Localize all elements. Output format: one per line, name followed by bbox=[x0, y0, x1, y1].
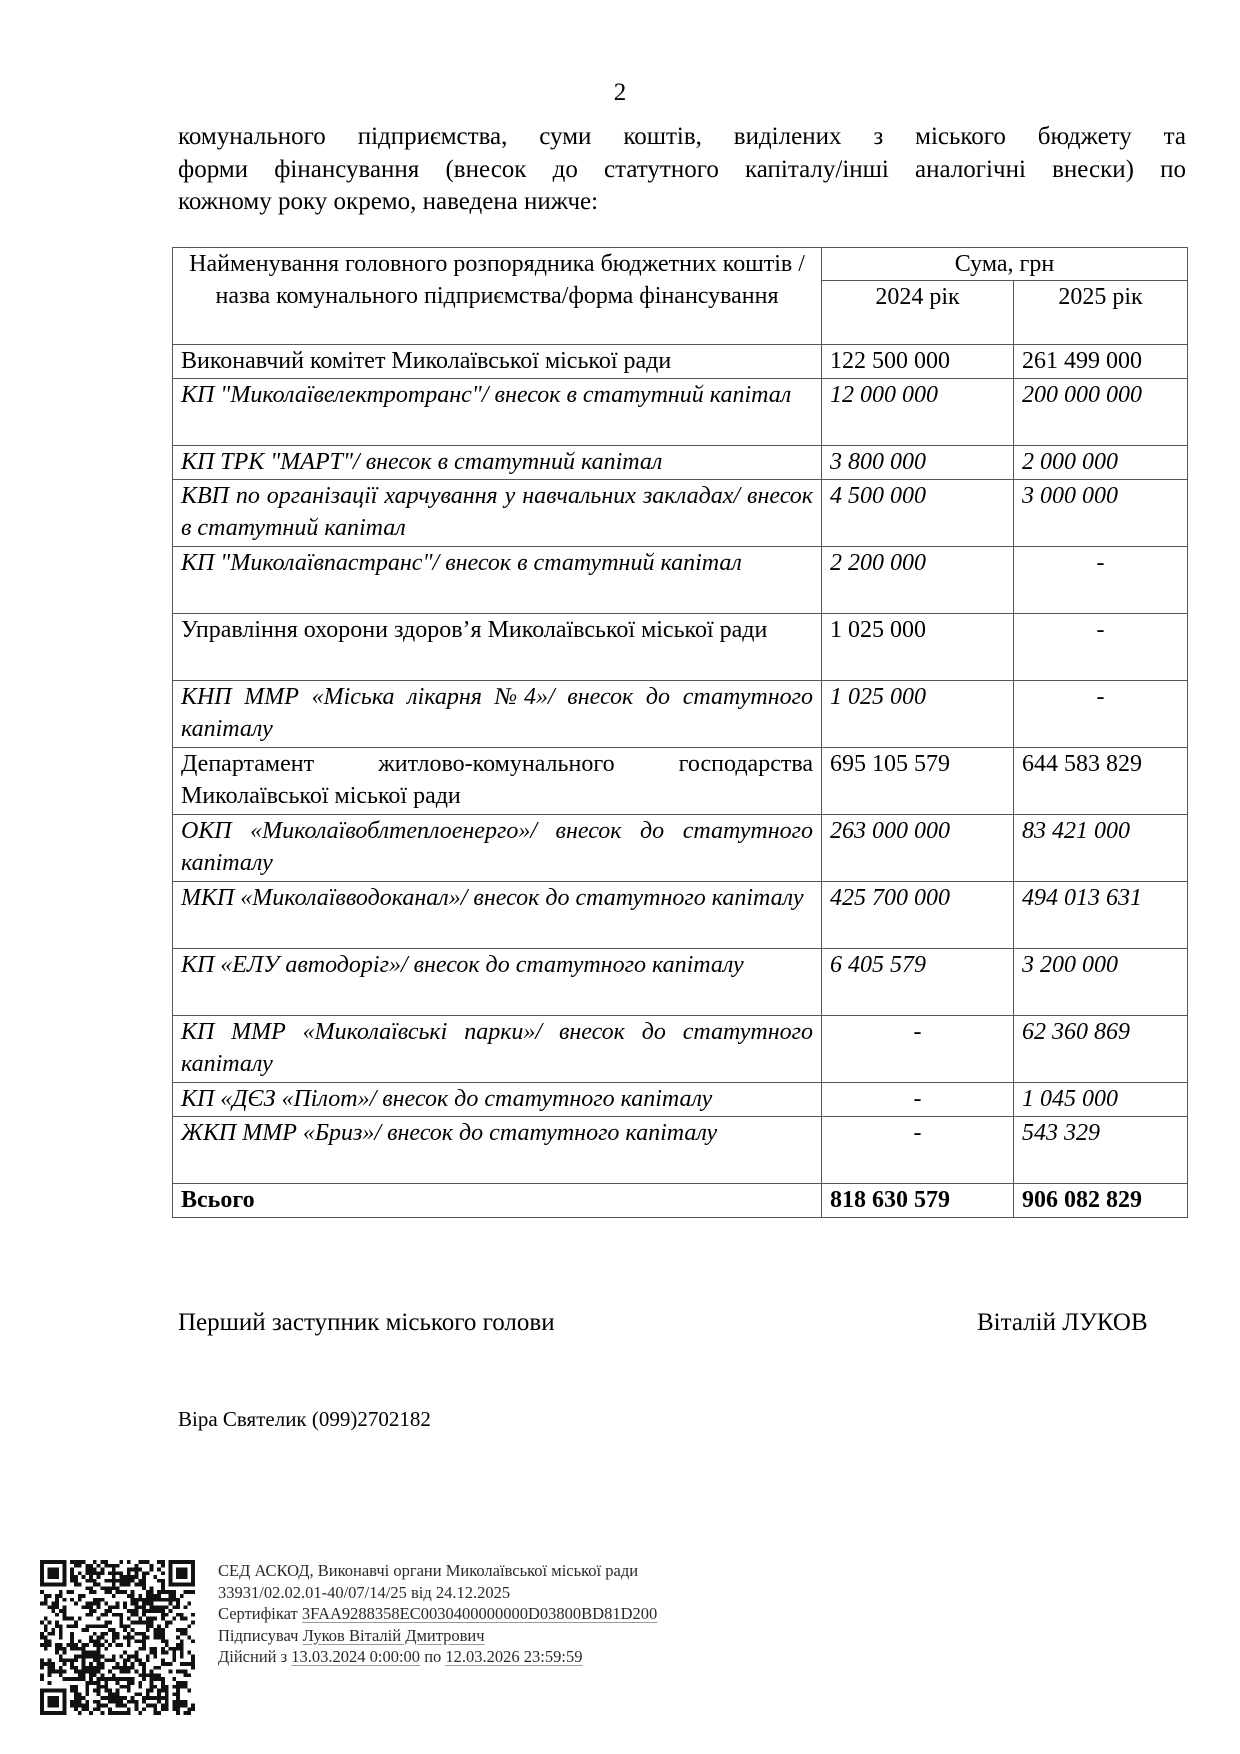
table-row bbox=[173, 1117, 1188, 1184]
row-amount-2025: 3 200 000 bbox=[1014, 949, 1188, 1016]
table-row bbox=[173, 681, 1188, 748]
total-label: Всього bbox=[173, 1184, 822, 1218]
total-2024: 818 630 579 bbox=[822, 1184, 1014, 1218]
intro-paragraph bbox=[178, 121, 1186, 219]
header-name-column: Найменування головного розпорядника бюджетних коштів /назва комунального підприємства/форма фінансування bbox=[173, 248, 822, 345]
certificate-value: 3FAA9288358EC0030400000000D03800BD81D200 bbox=[301, 1604, 658, 1623]
table-row bbox=[173, 815, 1188, 882]
row-amount-2025: 83 421 000 bbox=[1014, 815, 1188, 882]
e-signature-stamp bbox=[218, 1560, 657, 1668]
signer-label: Підписувач bbox=[218, 1625, 299, 1645]
stamp-signer-line bbox=[218, 1625, 657, 1647]
row-amount-2025: - bbox=[1014, 547, 1188, 614]
row-amount-2024: 2 200 000 bbox=[822, 547, 1014, 614]
table-row bbox=[173, 446, 1188, 480]
signer-name: Віталій ЛУКОВ bbox=[977, 1309, 1148, 1336]
table-row bbox=[173, 1016, 1188, 1083]
stamp-validity-line bbox=[218, 1646, 657, 1668]
total-2025: 906 082 829 bbox=[1014, 1184, 1188, 1218]
row-name: КП «ДЄЗ «Пілот»/ внесок до статутного капіталу bbox=[173, 1083, 822, 1117]
table-row bbox=[173, 547, 1188, 614]
table-row bbox=[173, 1083, 1188, 1117]
qr-code-icon bbox=[40, 1560, 195, 1715]
table-row bbox=[173, 614, 1188, 681]
row-name: КНП ММР «Міська лікарня №4»/ внесок до статутного капіталу bbox=[173, 681, 822, 748]
row-name: Департамент житлово-комунального господарства Миколаївської міської ради bbox=[173, 748, 822, 815]
certificate-label: Сертифікат bbox=[218, 1604, 298, 1623]
budget-table bbox=[172, 247, 1188, 1218]
row-amount-2024: - bbox=[822, 1117, 1014, 1184]
row-amount-2025: 200 000 000 bbox=[1014, 379, 1188, 446]
table-row bbox=[173, 949, 1188, 1016]
row-amount-2025: 3 000 000 bbox=[1014, 480, 1188, 547]
row-name: ЖКП ММР «Бриз»/ внесок до статутного капіталу bbox=[173, 1117, 822, 1184]
row-name: Виконавчий комітет Миколаївської міської ради bbox=[173, 345, 822, 379]
header-year-2024: 2024 рік bbox=[822, 281, 1014, 345]
row-amount-2025: - bbox=[1014, 681, 1188, 748]
row-name: Управління охорони здоров’я Миколаївської міської ради bbox=[173, 614, 822, 681]
row-name: КП ММР «Миколаївські парки»/ внесок до статутного капіталу bbox=[173, 1016, 822, 1083]
intro-line: комунального підприємства, суми коштів, виділених з міського бюджету та bbox=[178, 123, 1186, 150]
stamp-registration-line: 33931/02.02.01-40/07/14/25 від 24.12.2025 bbox=[218, 1582, 511, 1602]
row-amount-2025: 1 045 000 bbox=[1014, 1083, 1188, 1117]
row-amount-2025: 261 499 000 bbox=[1014, 345, 1188, 379]
row-amount-2025: 494 013 631 bbox=[1014, 882, 1188, 949]
row-amount-2024: 6 405 579 bbox=[822, 949, 1014, 1016]
signer-title: Перший заступник міського голови bbox=[178, 1309, 555, 1336]
table-row bbox=[173, 882, 1188, 949]
valid-to-value: 12.03.2026 23:59:59 bbox=[445, 1647, 583, 1666]
row-amount-2024: 263 000 000 bbox=[822, 815, 1014, 882]
row-amount-2024: 122 500 000 bbox=[822, 345, 1014, 379]
valid-to-label: по bbox=[424, 1647, 442, 1666]
row-amount-2025: 644 583 829 bbox=[1014, 748, 1188, 815]
row-name: КП ТРК "МАРТ"/ внесок в статутний капітал bbox=[173, 446, 822, 480]
header-sum-group: Сума, грн bbox=[822, 248, 1188, 281]
row-amount-2024: 1 025 000 bbox=[822, 614, 1014, 681]
valid-from-label: Дійсний з bbox=[218, 1647, 288, 1666]
row-amount-2025: 543 329 bbox=[1014, 1117, 1188, 1184]
row-name: КП "Миколаївпастранс"/ внесок в статутний капітал bbox=[173, 547, 822, 614]
row-amount-2024: 1 025 000 bbox=[822, 681, 1014, 748]
row-amount-2025: - bbox=[1014, 614, 1188, 681]
table-row bbox=[173, 480, 1188, 547]
row-amount-2024: 695 105 579 bbox=[822, 748, 1014, 815]
row-amount-2024: - bbox=[822, 1016, 1014, 1083]
row-amount-2024: 425 700 000 bbox=[822, 882, 1014, 949]
signer-value: Луков Віталій Дмитрович bbox=[302, 1625, 485, 1645]
page-number: 2 bbox=[613, 79, 627, 106]
row-amount-2024: 4 500 000 bbox=[822, 480, 1014, 547]
row-name: КВП по організації харчування у навчальних закладах/ внесок в статутний капітал bbox=[173, 480, 822, 547]
table-row bbox=[173, 379, 1188, 446]
header-year-2025: 2025 рік bbox=[1014, 281, 1188, 345]
stamp-certificate-line bbox=[218, 1603, 657, 1625]
intro-line: форми фінансування (внесок до статутного капіталу/інші аналогічні внески) по bbox=[178, 155, 1186, 183]
row-name: КП «ЕЛУ автодоріг»/ внесок до статутного капіталу bbox=[173, 949, 822, 1016]
row-amount-2025: 62 360 869 bbox=[1014, 1016, 1188, 1083]
row-amount-2024: - bbox=[822, 1083, 1014, 1117]
executor-contact: Віра Святелик (099)2702182 bbox=[178, 1407, 431, 1431]
valid-from-value: 13.03.2024 0:00:00 bbox=[291, 1647, 421, 1666]
row-amount-2025: 2 000 000 bbox=[1014, 446, 1188, 480]
intro-line: кожному року окремо, наведена нижче: bbox=[178, 188, 599, 215]
total-row bbox=[173, 1184, 1188, 1218]
stamp-system-line: СЕД АСКОД, Виконавчі органи Миколаївської міської ради bbox=[218, 1561, 639, 1580]
row-name: ОКП «Миколаївоблтеплоенерго»/ внесок до статутного капіталу bbox=[173, 815, 822, 882]
row-name: МКП «Миколаївводоканал»/ внесок до статутного капіталу bbox=[173, 882, 822, 949]
table-row bbox=[173, 345, 1188, 379]
row-amount-2024: 12 000 000 bbox=[822, 379, 1014, 446]
row-name: КП "Миколаївелектротранс"/ внесок в статутний капітал bbox=[173, 379, 822, 446]
table-row bbox=[173, 748, 1188, 815]
row-amount-2024: 3 800 000 bbox=[822, 446, 1014, 480]
